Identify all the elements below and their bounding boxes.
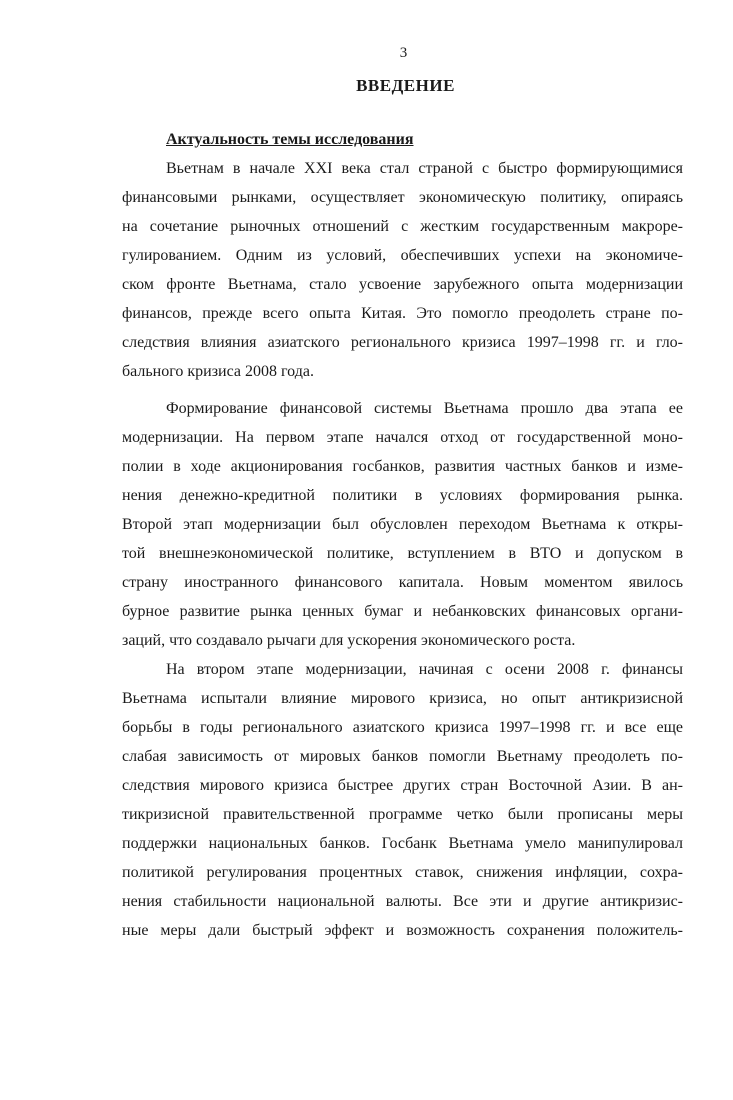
text-line: финансовыми рынками, осуществляет экономическую политику, опираясь bbox=[122, 189, 683, 206]
text-line: нения денежно-кредитной политики в условиях формирования рынка. bbox=[122, 487, 683, 504]
text-line: На втором этапе модернизации, начиная с осени 2008 г. финансы bbox=[166, 661, 683, 678]
text-line: слабая зависимость от мировых банков помогли Вьетнаму преодолеть по- bbox=[122, 748, 683, 765]
text-line: заций, что создавало рычаги для ускорения экономического роста. bbox=[122, 632, 576, 649]
text-line: тикризисной правительственной программе четко были прописаны меры bbox=[122, 806, 683, 823]
text-line: полии в ходе акционирования госбанков, развития частных банков и изме- bbox=[122, 458, 683, 475]
text-line: Вьетнам в начале XXI века стал страной с быстро формирующимися bbox=[166, 160, 683, 177]
text-line: Формирование финансовой системы Вьетнама прошло два этапа ее bbox=[166, 400, 683, 417]
text-line: борьбы в годы регионального азиатского кризиса 1997–1998 гг. и все еще bbox=[122, 719, 683, 736]
text-line: бального кризиса 2008 года. bbox=[122, 363, 314, 380]
text-line: гулированием. Одним из условий, обеспечивших успехи на экономиче- bbox=[122, 247, 683, 264]
section-heading: Актуальность темы исследования bbox=[166, 131, 414, 148]
text-line: на сочетание рыночных отношений с жестким государственным макроре- bbox=[122, 218, 683, 235]
text-line: ском фронте Вьетнама, стало усвоение зарубежного опыта модернизации bbox=[122, 276, 683, 293]
page-number: 3 bbox=[399, 45, 408, 61]
text-line: следствия влияния азиатского регионального кризиса 1997–1998 гг. и гло- bbox=[122, 334, 683, 351]
text-line: той внешнеэкономической политике, вступлением в ВТО и допуском в bbox=[122, 545, 683, 562]
text-line: ные меры дали быстрый эффект и возможность сохранения положитель- bbox=[122, 922, 683, 939]
text-line: финансов, прежде всего опыта Китая. Это помогло преодолеть стране по- bbox=[122, 305, 683, 322]
page-title: ВВЕДЕНИЕ bbox=[356, 76, 455, 95]
text-line: бурное развитие рынка ценных бумаг и небанковских финансовых органи- bbox=[122, 603, 683, 620]
text-line: Второй этап модернизации был обусловлен переходом Вьетнама к откры- bbox=[122, 516, 683, 533]
text-line: Вьетнама испытали влияние мирового кризиса, но опыт антикризисной bbox=[122, 690, 683, 707]
text-line: модернизации. На первом этапе начался отход от государственной моно- bbox=[122, 429, 683, 446]
text-line: следствия мирового кризиса быстрее других стран Восточной Азии. В ан- bbox=[122, 777, 683, 794]
text-line: нения стабильности национальной валюты. Все эти и другие антикризис- bbox=[122, 893, 683, 910]
text-line: поддержки национальных банков. Госбанк Вьетнама умело манипулировал bbox=[122, 835, 683, 852]
text-line: страну иностранного финансового капитала. Новым моментом явилось bbox=[122, 574, 683, 591]
text-line: политикой регулирования процентных ставок, снижения инфляции, сохра- bbox=[122, 864, 683, 881]
